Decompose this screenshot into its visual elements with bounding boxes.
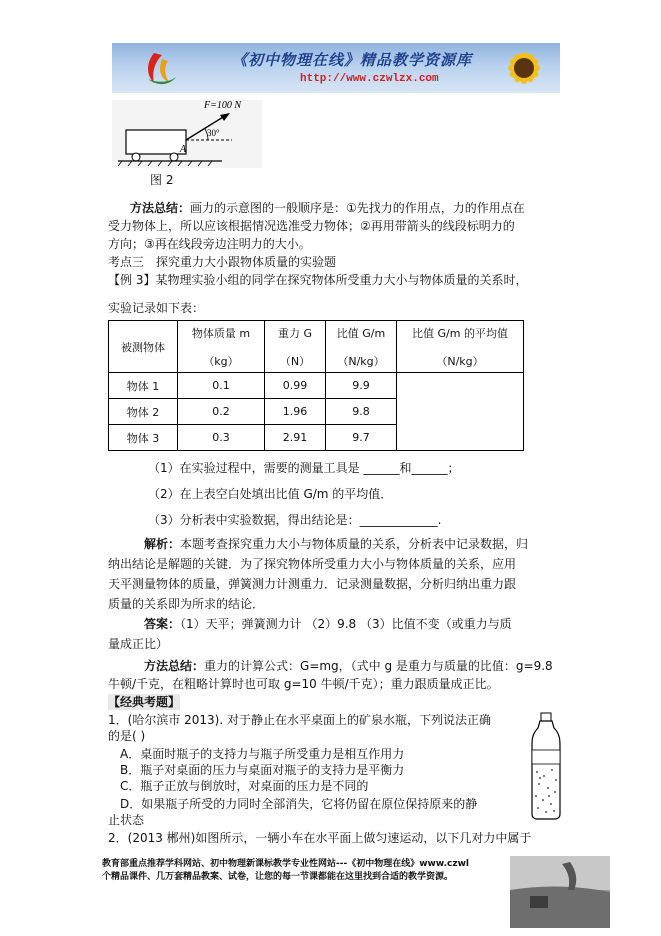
cart-body bbox=[126, 130, 186, 154]
point-label: A bbox=[180, 144, 187, 155]
option-b[interactable]: B．瓶子对桌面的压力与桌面对瓶子的支持力是平衡力 bbox=[120, 763, 405, 777]
force-label: F=100 N bbox=[204, 100, 242, 111]
table-row: 物体 1 0.1 0.99 9.9 bbox=[109, 373, 524, 399]
option-d-line2: 止状态 bbox=[108, 813, 145, 827]
footer bbox=[102, 858, 469, 884]
method-summary-1 bbox=[130, 200, 525, 216]
angle-label: 30° bbox=[207, 128, 220, 138]
section-heading: 考点三 探究重力大小跟物体质量的实验题 bbox=[108, 255, 337, 269]
analysis-line2: 纳出结论是解题的关键．为了探究物体所受重力大小与物体质量的关系，应用 bbox=[108, 557, 517, 571]
table-row: 物体 3 0.3 2.91 9.7 bbox=[109, 425, 524, 451]
method1-line2: 受力物体上，所以应该根据情况选准受力物体；②再用带箭头的线段标明力的 bbox=[108, 219, 515, 233]
analysis-text: 本题考查探究重力大小与物体质量的关系，分析表中记录数据，归 bbox=[180, 537, 529, 551]
example-3-line1: 【例 3】某物理实验小组的同学在探究物体所受重力大小与物体质量的关系时， bbox=[108, 273, 528, 287]
table-header-cell: 比值 G/m （N/kg） bbox=[326, 321, 397, 373]
analysis-label: 解析： bbox=[144, 537, 181, 551]
table-header-cell: 比值 G/m 的平均值 （N/kg） bbox=[397, 321, 524, 373]
footer-photo bbox=[510, 856, 610, 928]
method2-text: 重力的计算公式：G=mg，（式中 g 是重力与质量的比值：g=9.8 bbox=[204, 659, 553, 673]
method-label: 方法总结： bbox=[130, 201, 191, 215]
answer-label: 答案： bbox=[144, 617, 181, 631]
method1-text: 画力的示意图的一般顺序是：①先找力的作用点，力的作用点在 bbox=[190, 201, 525, 215]
classic-q1-line2: 的是( ) bbox=[108, 729, 146, 743]
method2-line2: 牛顿/千克，在粗略计算时也可取 g=10 牛顿/千克）；重力跟质量成正比。 bbox=[108, 677, 499, 691]
answer-text: （1）天平；弹簧测力计 （2）9.8 （3）比值不变（或重力与质 bbox=[180, 617, 512, 631]
footer-line2: 个精品课件、几万套精品教案、试卷，让您的每一节课都能在这里找到合适的教学资源。 bbox=[102, 872, 454, 882]
analysis-line4: 质量的关系即为所求的结论． bbox=[108, 597, 265, 611]
classic-q2: 2．(2013 郴州)如图所示，一辆小车在水平面上做匀速运动，以下几对力中属于 bbox=[108, 831, 532, 845]
analysis-line3: 天平测量物体的质量，弹簧测力计测重力．记录测量数据，分析归纳出重力跟 bbox=[108, 577, 517, 591]
question-1: （1）在实验过程中，需要的测量工具是 ______和______； bbox=[148, 461, 460, 475]
classic-q1-line1: 1．(哈尔滨市 2013). 对于静止在水平桌面上的矿泉水瓶，下列说法正确 bbox=[108, 713, 491, 727]
answer-line1 bbox=[144, 616, 512, 632]
force-diagram bbox=[112, 100, 262, 168]
question-2: （2）在上表空白处填出比值 G/m 的平均值． bbox=[148, 487, 393, 501]
site-logo-icon bbox=[140, 49, 180, 89]
footer-line1: 教育部重点推荐学科网站、初中物理新课标教学专业性网站---《初中物理在线》www.czwl bbox=[102, 859, 469, 869]
figure-caption: 图 2 bbox=[150, 173, 174, 187]
table-header-cell: 被测物体 bbox=[109, 321, 178, 373]
average-cell[interactable] bbox=[397, 373, 524, 451]
method2-label: 方法总结： bbox=[144, 659, 205, 673]
option-d[interactable]: D．如果瓶子所受的力同时全部消失，它将仍留在原位保持原来的静 bbox=[120, 797, 478, 811]
table-header-cell: 物体质量 m （kg） bbox=[178, 321, 265, 373]
sunflower-icon bbox=[490, 43, 554, 93]
cart-wheel bbox=[170, 153, 178, 161]
table-header-cell: 重力 G （N） bbox=[265, 321, 326, 373]
experiment-table bbox=[108, 320, 524, 451]
header-title: 《初中物理在线》精品教学资源库 bbox=[232, 51, 473, 69]
table-row: 物体 2 0.2 1.96 9.8 bbox=[109, 399, 524, 425]
header-url[interactable]: http://www.czwlzx.com bbox=[300, 73, 439, 85]
header-banner bbox=[112, 43, 560, 93]
classic-heading: 【经典考题】 bbox=[108, 695, 181, 709]
water-bottle-icon bbox=[528, 712, 564, 820]
answer-line2: 量成正比） bbox=[108, 637, 169, 651]
analysis-line1 bbox=[144, 536, 528, 552]
method1-line3: 方向；③再在线段旁边注明力的大小。 bbox=[108, 237, 311, 251]
example-3-line2: 实验记录如下表： bbox=[108, 301, 205, 315]
question-3: （3）分析表中实验数据，得出结论是：_____________. bbox=[148, 513, 442, 527]
method-summary-2 bbox=[144, 658, 553, 674]
option-a[interactable]: A．桌面时瓶子的支持力与瓶子所受重力是相互作用力 bbox=[120, 747, 405, 761]
option-c[interactable]: C．瓶子正放与倒放时，对桌面的压力是不同的 bbox=[120, 779, 369, 793]
cart-wheel bbox=[132, 153, 140, 161]
